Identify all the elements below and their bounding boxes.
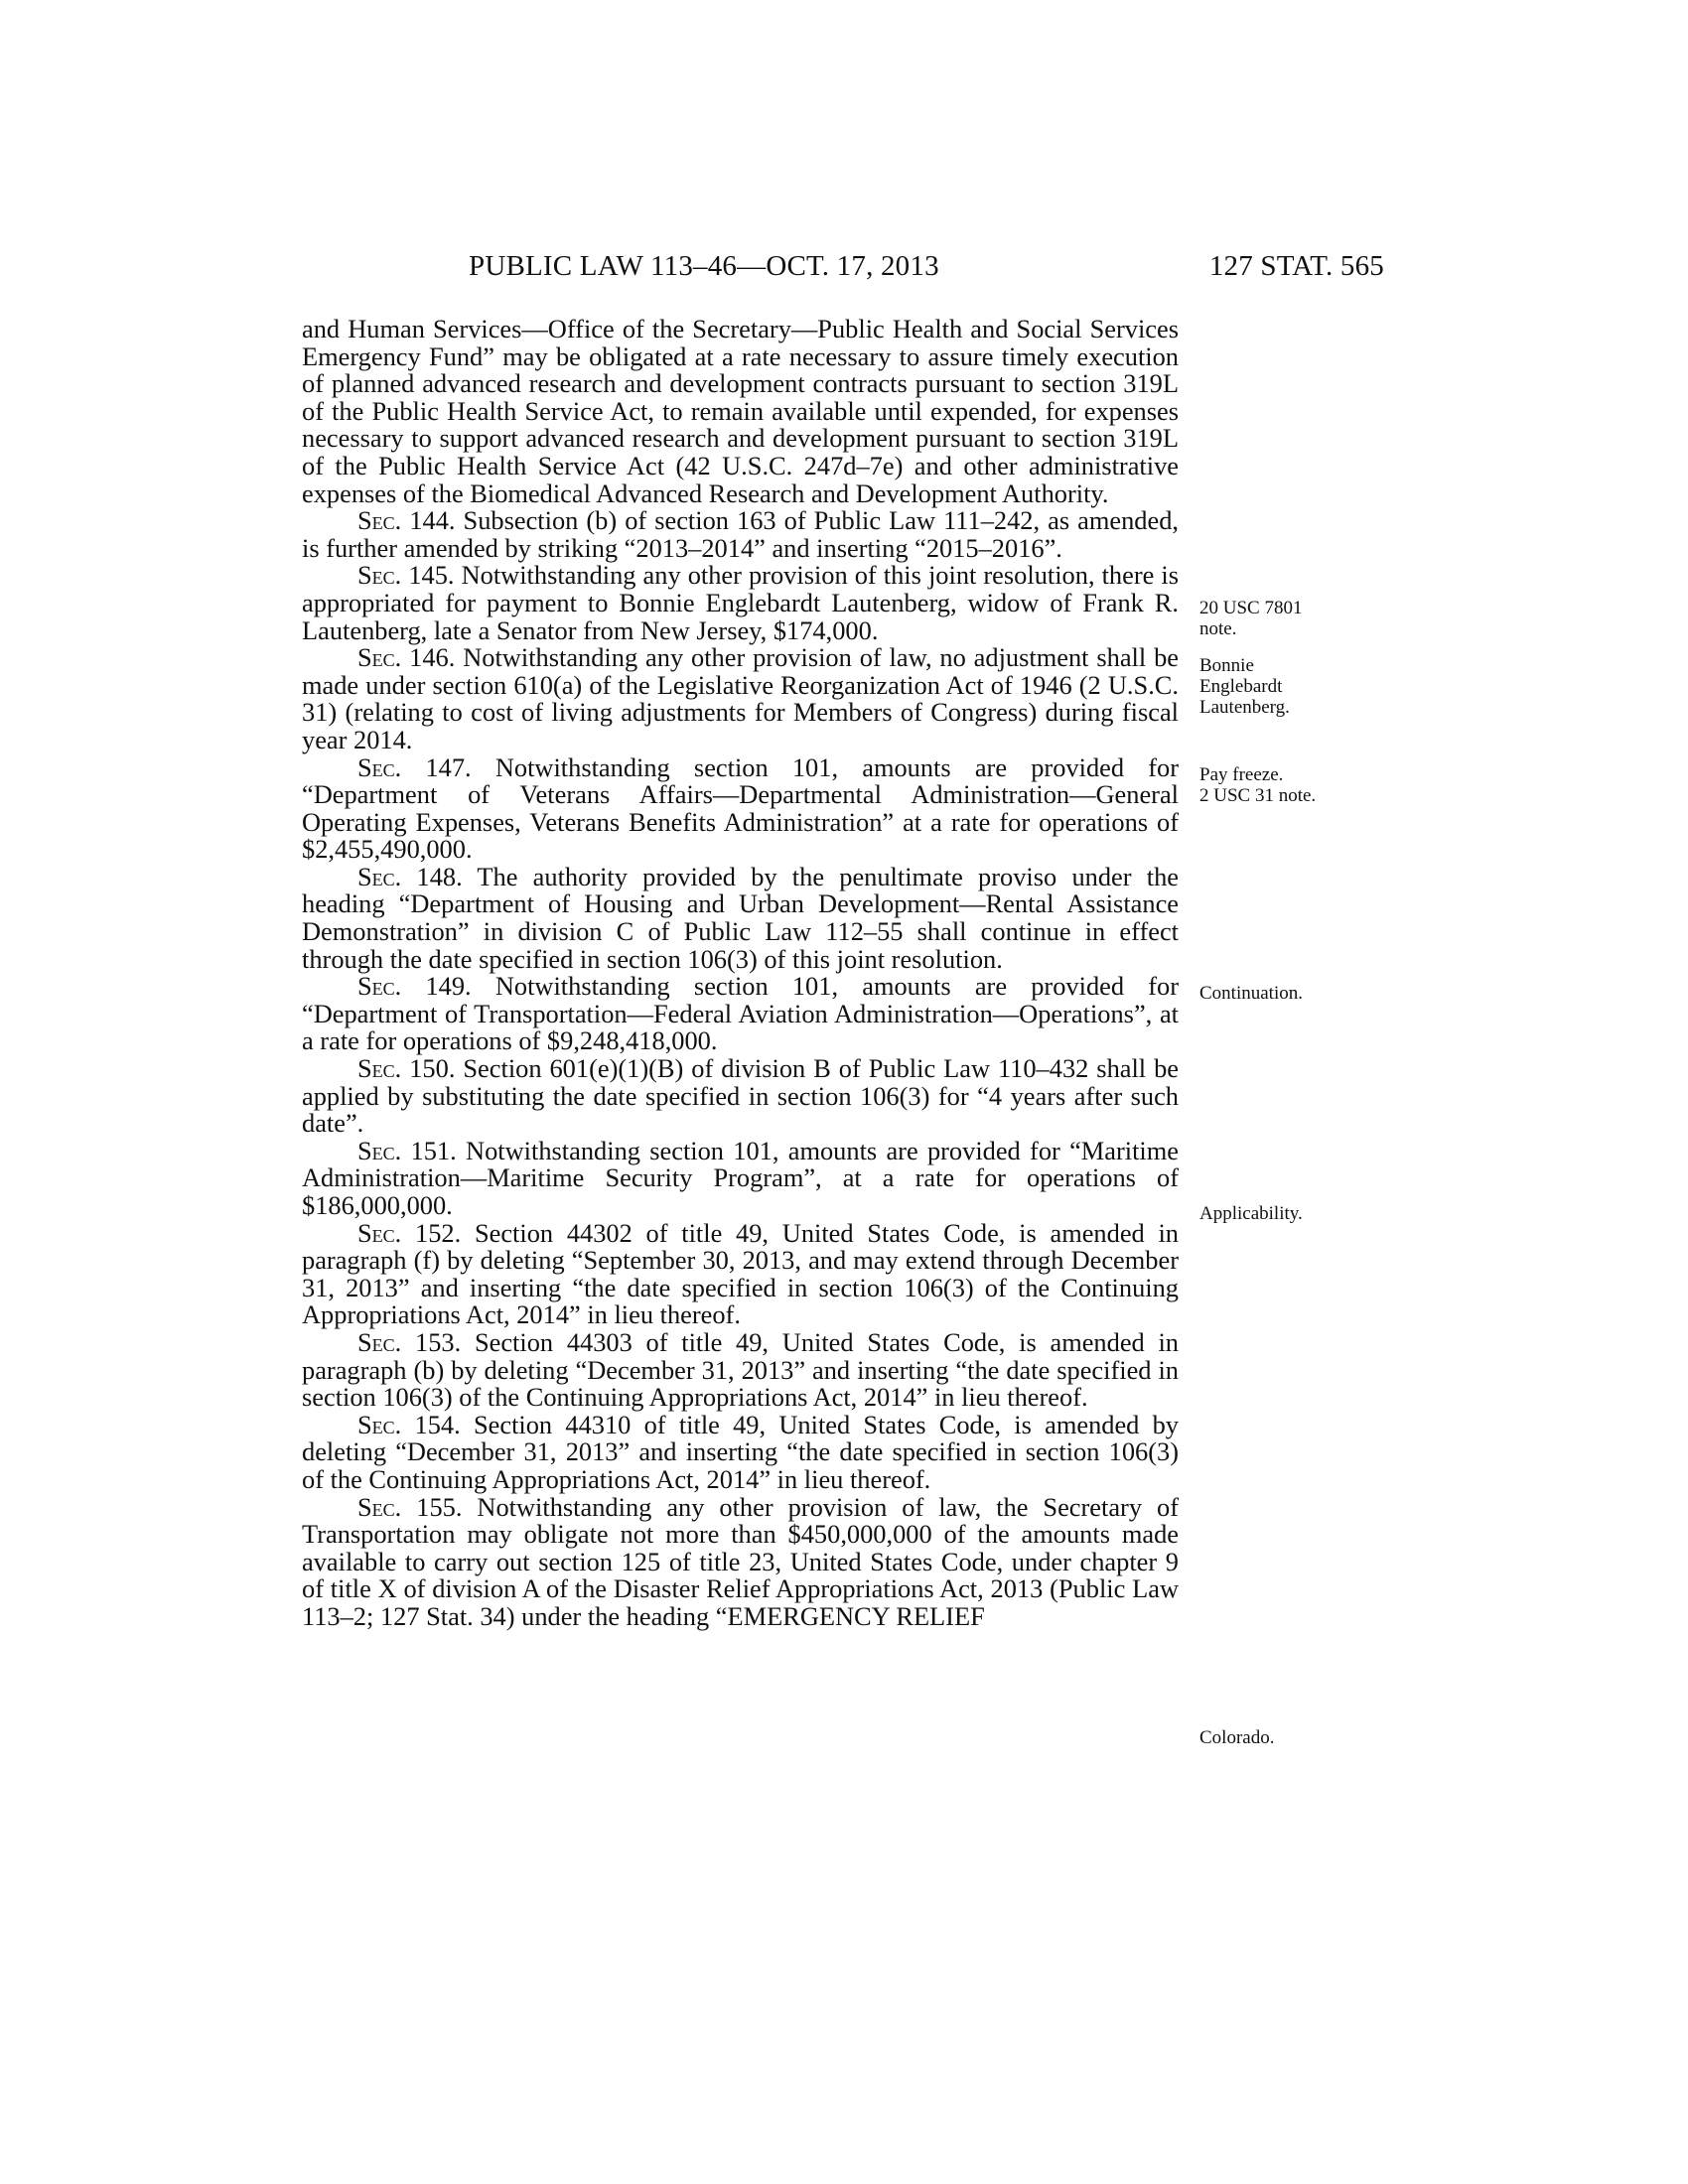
section-label: Sec. 154. (357, 1409, 461, 1439)
margin-note-applicability: Applicability. (1199, 1203, 1303, 1224)
section-151: Sec. 151. Notwithstanding section 101, amounts are provided for “Maritime Administration—Maritime Security Program”, at a rate for operations of $186,000,000. (302, 1135, 1180, 1220)
section-label: Sec. 155. (357, 1491, 463, 1522)
section-152: Sec. 152. Section 44302 of title 49, United States Code, is amended in paragraph (f) by deleting “September 30, 2013, and may extend through December 31, 2013” and inserting “the date specified in section 106(3) of the Continuing Appropriations Act, 2014” in lieu thereof. (302, 1217, 1179, 1330)
section-label: Sec. 150. (357, 1053, 456, 1084)
running-header (298, 250, 1384, 290)
section-145: Sec. 145. Notwithstanding any other provision of this joint resolution, there is appropriated for payment to Bonnie Englebardt Lautenberg, widow of Frank R. Lautenberg, late a Senator from New Jersey, $174,000. (302, 560, 1179, 645)
header-page-number: 127 STAT. 565 (1208, 250, 1384, 282)
margin-note-lautenberg: Bonnie Englebardt Lautenberg. (1199, 655, 1290, 718)
section-label: Sec. 153. (357, 1326, 462, 1357)
margin-note-20-usc-7801: 20 USC 7801 note. (1199, 598, 1303, 639)
margin-note-pay-freeze: Pay freeze. 2 USC 31 note. (1199, 764, 1317, 806)
paragraph-continuation: and Human Services—Office of the Secretary—Public Health and Social Services Emergency Fund” may be obligated at a rate necessary to assure timely execution of planned advanced research and development contracts pursuant to section 319L of the Public Health Service Act, to remain available until expended, for expenses necessary to support advanced research and development pursuant to section 319L of the Public Health Service Act (42 U.S.C. 247d–7e) and other administrative expenses of the Biomedical Advanced Research and Development Authority. (302, 314, 1179, 508)
section-155: Sec. 155. Notwithstanding any other provision of law, the Secretary of Transportation may obligate not more than $450,000,000 of the amounts made available to carry out section 125 of title 23, United States Code, under chapter 9 of title X of division A of the Disaster Relief Appropriations Act, 2013 (Public Law 113–2; 127 Stat. 34) under the heading “EMERGENCY RELIEF (302, 1491, 1179, 1631)
section-150: Sec. 150. Section 601(e)(1)(B) of division B of Public Law 110–432 shall be applied by substituting the date specified in section 106(3) for “4 years after such date”. (302, 1053, 1180, 1139)
body-text (302, 316, 1179, 1631)
section-149: Sec. 149. Notwithstanding section 101, amounts are provided for “Department of Transportation—Federal Aviation Administration—Operations”, at a rate for operations of $9,248,418,000. (302, 971, 1179, 1056)
section-154: Sec. 154. Section 44310 of title 49, United States Code, is amended by deleting “December 31, 2013” and inserting “the date specified in section 106(3) of the Continuing Appropriations Act, 2014” in lieu thereof. (302, 1409, 1180, 1494)
section-label: Sec. 145. (357, 560, 455, 591)
section-label: Sec. 146. (357, 642, 456, 673)
section-label: Sec. 144. (357, 505, 456, 536)
header-title: PUBLIC LAW 113–46—OCT. 17, 2013 (469, 250, 939, 282)
section-144: Sec. 144. Subsection (b) of section 163 of Public Law 111–242, as amended, is further amended by striking “2013–2014” and inserting “2015–2016”. (302, 505, 1179, 563)
margin-note-continuation: Continuation. (1199, 983, 1303, 1004)
margin-note-colorado: Colorado. (1199, 1727, 1275, 1748)
section-146: Sec. 146. Notwithstanding any other provision of law, no adjustment shall be made under section 610(a) of the Legislative Reorganization Act of 1946 (2 U.S.C. 31) (relating to cost of living adjustments for Members of Congress) during fiscal year 2014. (302, 642, 1180, 754)
section-label: Sec. 149. (357, 971, 472, 1002)
section-label: Sec. 147. (357, 751, 472, 782)
section-label: Sec. 148. (357, 861, 463, 891)
section-label: Sec. 152. (357, 1217, 462, 1248)
section-153: Sec. 153. Section 44303 of title 49, United States Code, is amended in paragraph (b) by deleting “December 31, 2013” and inserting “the date specified in section 106(3) of the Continuing Appropriations Act, 2014” in lieu thereof. (302, 1326, 1179, 1413)
section-label: Sec. 151. (357, 1135, 457, 1165)
section-147: Sec. 147. Notwithstanding section 101, amounts are provided for “Department of Veterans Affairs—Departmental Administration—General Operating Expenses, Veterans Benefits Administration” at a rate for operations of $2,455,490,000. (302, 751, 1179, 865)
section-148: Sec. 148. The authority provided by the penultimate proviso under the heading “Department of Housing and Urban Development—Rental Assistance Demonstration” in division C of Public Law 112–55 shall continue in effect through the date specified in section 106(3) of this joint resolution. (302, 861, 1179, 974)
